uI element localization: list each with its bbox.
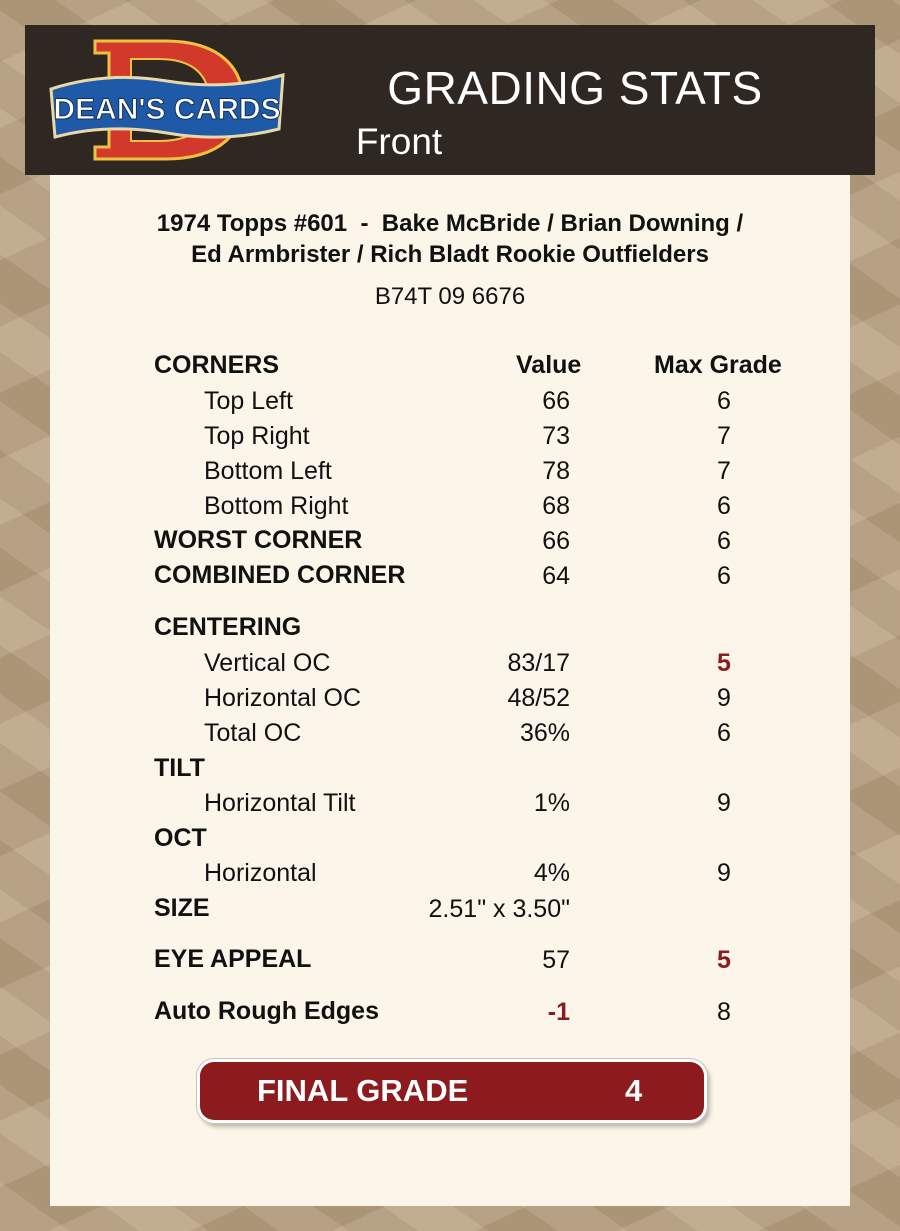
centering-label: Vertical OC	[204, 649, 331, 677]
centering-grade: 9	[717, 684, 731, 712]
rough-edges-value: -1	[547, 998, 570, 1026]
corner-grade: 6	[717, 492, 731, 520]
corner-value: 68	[542, 492, 570, 520]
logo-text: DEAN'S CARDS	[53, 93, 281, 126]
card-id: B74T 09 6676	[374, 283, 526, 310]
corner-label: Bottom Right	[204, 492, 349, 520]
page-title: GRADING STATS	[387, 62, 763, 114]
rough-edges-grade: 8	[717, 998, 731, 1026]
value-column-header: Value	[516, 351, 582, 379]
combined-corner-grade: 6	[717, 562, 731, 590]
tilt-label: Horizontal Tilt	[204, 789, 356, 817]
worst-corner-label: WORST CORNER	[154, 526, 363, 554]
centering-label: Horizontal OC	[204, 684, 361, 712]
worst-corner-value: 66	[542, 527, 570, 555]
oct-grade: 9	[717, 859, 731, 887]
page-subtitle: Front	[355, 121, 443, 162]
max-grade-column-header: Max Grade	[654, 351, 782, 379]
combined-corner-value: 64	[542, 562, 570, 590]
final-grade-label: FINAL GRADE	[257, 1073, 469, 1108]
oct-label: Horizontal	[204, 859, 317, 887]
corner-value: 66	[542, 387, 570, 415]
tilt-grade: 9	[717, 789, 731, 817]
corner-value: 78	[542, 457, 570, 485]
centering-grade: 5	[717, 649, 731, 677]
size-label: SIZE	[154, 894, 210, 922]
corner-value: 73	[542, 422, 570, 450]
rough-edges-label: Auto Rough Edges	[154, 997, 379, 1025]
combined-corner-label: COMBINED CORNER	[154, 561, 406, 589]
eye-appeal-value: 57	[542, 946, 570, 974]
tilt-value: 1%	[533, 789, 570, 817]
centering-grade: 6	[717, 719, 731, 747]
oct-value: 4%	[533, 859, 570, 887]
oct-heading: OCT	[154, 824, 207, 852]
header	[25, 25, 875, 175]
corner-label: Bottom Left	[204, 457, 332, 485]
corner-grade: 7	[717, 422, 731, 450]
eye-appeal-label: EYE APPEAL	[154, 945, 312, 973]
centering-value: 83/17	[507, 649, 570, 677]
eye-appeal-grade: 5	[717, 946, 731, 974]
grading-panel	[50, 175, 850, 1206]
size-value: 2.51" x 3.50"	[428, 895, 570, 923]
corners-heading: CORNERS	[154, 351, 280, 379]
card-title	[50, 208, 850, 270]
centering-label: Total OC	[204, 719, 302, 747]
final-grade-banner	[200, 1062, 704, 1120]
final-grade-value: 4	[625, 1073, 643, 1108]
corner-grade: 7	[717, 457, 731, 485]
card-title-line2: Ed Armbrister / Rich Bladt Rookie Outfielders	[191, 241, 709, 268]
worst-corner-grade: 6	[717, 527, 731, 555]
corner-label: Top Left	[204, 387, 293, 415]
card-title-line1: 1974 Topps #601 - Bake McBride / Brian Downing /	[156, 210, 744, 237]
tilt-heading: TILT	[154, 754, 205, 782]
corner-label: Top Right	[204, 422, 310, 450]
corner-grade: 6	[717, 387, 731, 415]
centering-heading: CENTERING	[154, 613, 302, 641]
centering-value: 48/52	[507, 684, 570, 712]
centering-value: 36%	[519, 719, 570, 747]
